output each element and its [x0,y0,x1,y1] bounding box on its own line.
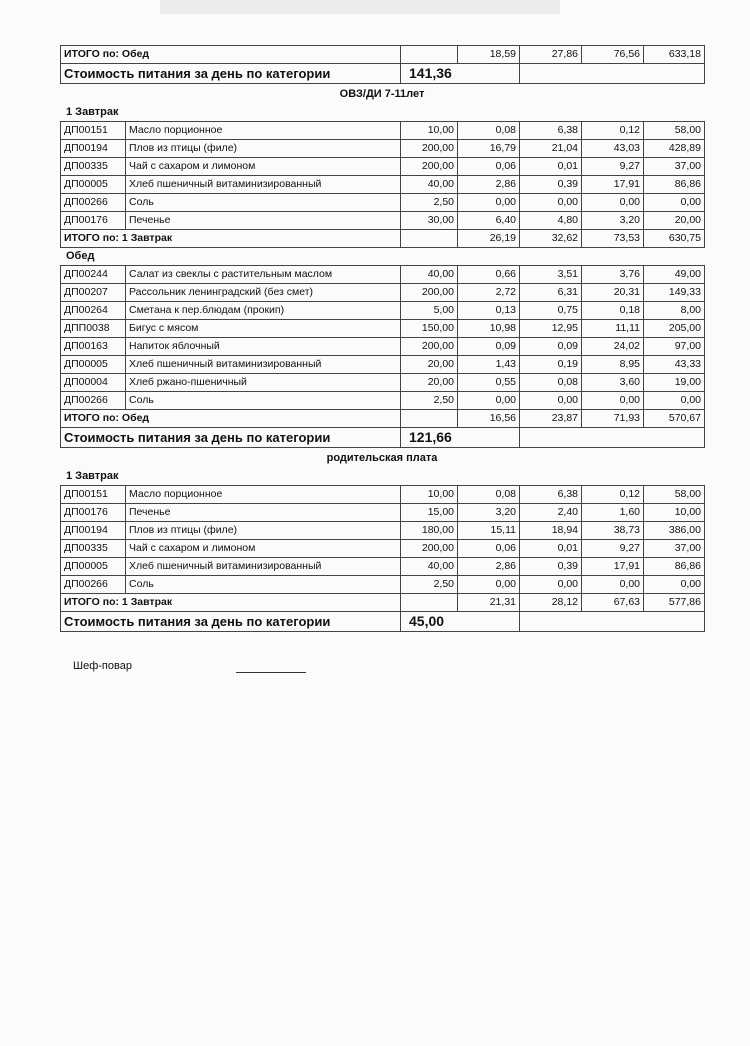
table-row [61,540,705,558]
cell-dish: Сметана к пер.блюдам (прокип) [126,302,401,320]
cell-protein: 0,55 [458,374,520,392]
total-kcal: 577,86 [644,594,705,612]
cell-code: ДП00207 [61,284,126,302]
cell-protein: 10,98 [458,320,520,338]
cell-protein: 15,11 [458,522,520,540]
cell-protein: 2,86 [458,558,520,576]
cell-protein: 0,06 [458,158,520,176]
cell-kcal: 0,00 [644,576,705,594]
table-row [61,176,705,194]
table-row [61,122,705,140]
cell-dish: Хлеб пшеничный витаминизированный [126,558,401,576]
cell-kcal: 0,00 [644,392,705,410]
total-empty [401,46,458,64]
cell-kcal: 49,00 [644,266,705,284]
cell-carbs: 0,00 [582,576,644,594]
total-protein: 21,31 [458,594,520,612]
cell-kcal: 428,89 [644,140,705,158]
cell-protein: 0,08 [458,122,520,140]
cell-code: ДП00151 [61,122,126,140]
cost-empty [520,428,705,448]
table-row [61,320,705,338]
cost-empty [520,64,705,84]
total-fat: 27,86 [520,46,582,64]
cell-weight: 200,00 [401,338,458,356]
cell-code: ДПП0038 [61,320,126,338]
table-row [61,374,705,392]
cell-fat: 0,39 [520,176,582,194]
cell-weight: 30,00 [401,212,458,230]
cell-weight: 10,00 [401,486,458,504]
cell-dish: Печенье [126,504,401,522]
total-row [61,230,705,248]
total-empty [401,410,458,428]
cell-code: ДП00266 [61,194,126,212]
cell-dish: Плов из птицы (филе) [126,140,401,158]
cell-fat: 12,95 [520,320,582,338]
table-row [61,212,705,230]
meal-title: 1 Завтрак [66,106,119,118]
total-carbs: 76,56 [582,46,644,64]
total-protein: 18,59 [458,46,520,64]
bleed-through-text [160,0,560,14]
cell-fat: 0,01 [520,540,582,558]
cell-code: ДП00244 [61,266,126,284]
cell-weight: 180,00 [401,522,458,540]
cell-protein: 0,08 [458,486,520,504]
table-row [61,558,705,576]
table-row [61,140,705,158]
cell-weight: 200,00 [401,540,458,558]
cell-protein: 0,66 [458,266,520,284]
cell-protein: 2,86 [458,176,520,194]
cell-carbs: 17,91 [582,176,644,194]
cell-code: ДП00194 [61,522,126,540]
cell-kcal: 10,00 [644,504,705,522]
cell-fat: 4,80 [520,212,582,230]
cell-carbs: 3,60 [582,374,644,392]
cell-carbs: 24,02 [582,338,644,356]
meal-table [60,121,705,248]
meal-table [60,485,705,632]
cell-weight: 15,00 [401,504,458,522]
cell-dish: Рассольник ленинградский (без смет) [126,284,401,302]
meal-title: Обед [66,250,95,262]
cell-protein: 3,20 [458,504,520,522]
cell-carbs: 0,00 [582,392,644,410]
cell-kcal: 37,00 [644,158,705,176]
cost-row [61,428,705,448]
cell-code: ДП00176 [61,212,126,230]
total-row [61,594,705,612]
cell-kcal: 43,33 [644,356,705,374]
cost-label: Стоимость питания за день по категории [61,428,401,448]
cell-kcal: 86,86 [644,558,705,576]
cell-carbs: 0,12 [582,122,644,140]
cell-dish: Бигус с мясом [126,320,401,338]
cell-carbs: 20,31 [582,284,644,302]
table-row [61,576,705,594]
cell-kcal: 8,00 [644,302,705,320]
total-label: ИТОГО по: Обед [61,410,401,428]
cell-carbs: 3,20 [582,212,644,230]
cell-fat: 0,09 [520,338,582,356]
cost-label: Стоимость питания за день по категории [61,64,401,84]
cost-value: 45,00 [401,612,520,632]
menu-report [60,45,704,632]
cell-kcal: 58,00 [644,122,705,140]
cell-dish: Соль [126,392,401,410]
cell-protein: 0,09 [458,338,520,356]
cell-dish: Соль [126,576,401,594]
cell-fat: 6,38 [520,122,582,140]
cell-weight: 5,00 [401,302,458,320]
cell-code: ДП00176 [61,504,126,522]
cell-weight: 2,50 [401,392,458,410]
cell-weight: 40,00 [401,558,458,576]
cell-kcal: 386,00 [644,522,705,540]
cell-weight: 200,00 [401,158,458,176]
total-row [61,46,705,64]
table-row [61,158,705,176]
total-kcal: 633,18 [644,46,705,64]
cell-weight: 20,00 [401,356,458,374]
cell-protein: 0,06 [458,540,520,558]
cell-fat: 0,08 [520,374,582,392]
total-carbs: 67,63 [582,594,644,612]
total-fat: 32,62 [520,230,582,248]
table-row [61,522,705,540]
cost-row [61,612,705,632]
cell-code: ДП00335 [61,158,126,176]
cell-fat: 0,19 [520,356,582,374]
cell-carbs: 0,18 [582,302,644,320]
cost-value: 121,66 [401,428,520,448]
cell-carbs: 9,27 [582,540,644,558]
total-label: ИТОГО по: 1 Завтрак [61,230,401,248]
cell-dish: Салат из свеклы с растительным маслом [126,266,401,284]
cell-fat: 18,94 [520,522,582,540]
cell-protein: 6,40 [458,212,520,230]
cost-row [61,64,705,84]
cell-fat: 21,04 [520,140,582,158]
cell-fat: 0,00 [520,392,582,410]
cell-dish: Плов из птицы (филе) [126,522,401,540]
cell-protein: 16,79 [458,140,520,158]
total-kcal: 630,75 [644,230,705,248]
cell-code: ДП00004 [61,374,126,392]
signature-line [236,672,306,673]
table-row [61,338,705,356]
cell-carbs: 8,95 [582,356,644,374]
total-carbs: 73,53 [582,230,644,248]
cell-dish: Масло порционное [126,122,401,140]
cell-kcal: 37,00 [644,540,705,558]
cell-dish: Печенье [126,212,401,230]
table-row [61,266,705,284]
cell-code: ДП00151 [61,486,126,504]
cell-carbs: 43,03 [582,140,644,158]
cell-dish: Хлеб пшеничный витаминизированный [126,176,401,194]
cell-carbs: 3,76 [582,266,644,284]
table-row [61,284,705,302]
total-carbs: 71,93 [582,410,644,428]
cell-code: ДП00266 [61,392,126,410]
cell-protein: 1,43 [458,356,520,374]
total-empty [401,230,458,248]
cell-weight: 10,00 [401,122,458,140]
sections-container [60,84,704,632]
cell-dish: Хлеб пшеничный витаминизированный [126,356,401,374]
cell-weight: 200,00 [401,284,458,302]
total-row [61,410,705,428]
table-row [61,504,705,522]
cell-kcal: 0,00 [644,194,705,212]
cell-protein: 2,72 [458,284,520,302]
cell-protein: 0,00 [458,194,520,212]
cell-weight: 150,00 [401,320,458,338]
table-row [61,392,705,410]
cell-dish: Напиток яблочный [126,338,401,356]
total-label: ИТОГО по: Обед [61,46,401,64]
cell-code: ДП00005 [61,356,126,374]
prev-summary-table [60,45,705,84]
total-label: ИТОГО по: 1 Завтрак [61,594,401,612]
cell-fat: 3,51 [520,266,582,284]
cell-weight: 2,50 [401,576,458,594]
category-title: ОВЗ/ДИ 7-11лет [339,88,425,100]
cell-dish: Хлеб ржано-пшеничный [126,374,401,392]
cell-carbs: 1,60 [582,504,644,522]
cell-fat: 0,00 [520,194,582,212]
signature-label: Шеф-повар [73,660,132,672]
cell-fat: 6,38 [520,486,582,504]
total-protein: 16,56 [458,410,520,428]
cell-code: ДП00005 [61,558,126,576]
cost-empty [520,612,705,632]
cell-code: ДП00005 [61,176,126,194]
total-kcal: 570,67 [644,410,705,428]
total-protein: 26,19 [458,230,520,248]
cell-carbs: 17,91 [582,558,644,576]
cell-dish: Чай с сахаром и лимоном [126,158,401,176]
cell-dish: Чай с сахаром и лимоном [126,540,401,558]
cell-weight: 2,50 [401,194,458,212]
cell-dish: Масло порционное [126,486,401,504]
cell-kcal: 97,00 [644,338,705,356]
cell-carbs: 38,73 [582,522,644,540]
table-row [61,356,705,374]
cell-fat: 6,31 [520,284,582,302]
total-fat: 23,87 [520,410,582,428]
cell-fat: 0,39 [520,558,582,576]
cell-kcal: 205,00 [644,320,705,338]
cell-protein: 0,00 [458,576,520,594]
cost-value: 141,36 [401,64,520,84]
meal-title: 1 Завтрак [66,470,119,482]
total-empty [401,594,458,612]
cell-carbs: 9,27 [582,158,644,176]
cell-code: ДП00264 [61,302,126,320]
cost-label: Стоимость питания за день по категории [61,612,401,632]
cell-fat: 0,75 [520,302,582,320]
table-row [61,194,705,212]
cell-kcal: 20,00 [644,212,705,230]
cell-carbs: 0,00 [582,194,644,212]
cell-protein: 0,00 [458,392,520,410]
cell-weight: 40,00 [401,176,458,194]
table-row [61,486,705,504]
cell-fat: 0,00 [520,576,582,594]
cell-code: ДП00163 [61,338,126,356]
cell-weight: 200,00 [401,140,458,158]
meal-table [60,265,705,448]
cell-kcal: 149,33 [644,284,705,302]
cell-dish: Соль [126,194,401,212]
cell-carbs: 11,11 [582,320,644,338]
cell-fat: 0,01 [520,158,582,176]
cell-weight: 20,00 [401,374,458,392]
cell-protein: 0,13 [458,302,520,320]
category-title: родительская плата [326,452,438,464]
cell-code: ДП00194 [61,140,126,158]
cell-kcal: 86,86 [644,176,705,194]
cell-fat: 2,40 [520,504,582,522]
cell-code: ДП00335 [61,540,126,558]
cell-weight: 40,00 [401,266,458,284]
table-row [61,302,705,320]
cell-kcal: 58,00 [644,486,705,504]
total-fat: 28,12 [520,594,582,612]
cell-carbs: 0,12 [582,486,644,504]
cell-kcal: 19,00 [644,374,705,392]
cell-code: ДП00266 [61,576,126,594]
